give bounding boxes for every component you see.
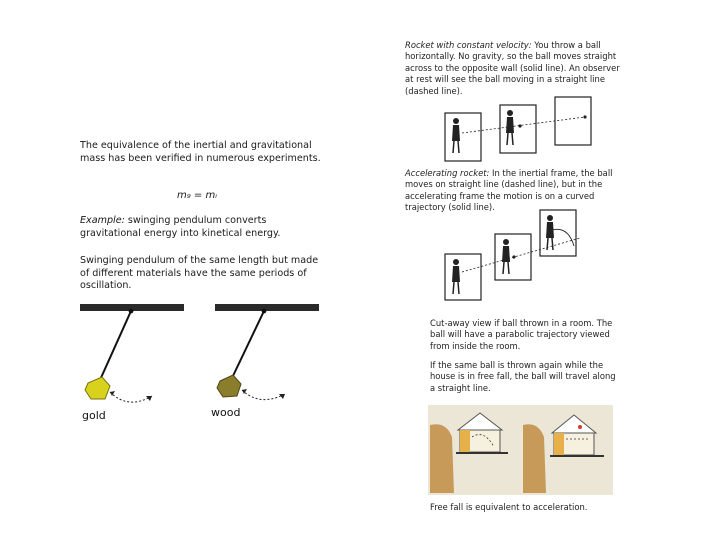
- accelerating-rocket-label: Accelerating rocket:: [405, 168, 490, 178]
- gold-label: gold: [82, 409, 106, 422]
- house-drop-illustration: [428, 405, 613, 495]
- example-label: Example:: [80, 215, 125, 226]
- rocket-constant-velocity-paragraph: [405, 40, 625, 97]
- accel-observer-figure-2: [502, 239, 510, 274]
- inertial-path-dashed: [462, 238, 580, 272]
- accel-rocket-frame-3: [540, 210, 576, 256]
- wood-pendulum-bob: [217, 375, 241, 397]
- accelerating-rocket-diagram: [440, 208, 610, 303]
- gold-pendulum-bob: [85, 377, 110, 399]
- formula-text: m₉ = mᵢ: [177, 190, 218, 201]
- mass-equivalence-formula: [177, 190, 217, 201]
- rocket-frame-2: [500, 105, 536, 153]
- rocket-constant-velocity-label: Rocket with constant velocity:: [405, 40, 532, 50]
- accel-observer-figure-3: [546, 215, 554, 250]
- accel-observer-figure-1: [452, 259, 460, 294]
- hand-1: [430, 424, 454, 493]
- ball-end: [583, 115, 586, 118]
- example-paragraph: [80, 215, 330, 240]
- gold-pendulum-string: [100, 311, 131, 380]
- wood-pendulum-support-bar: [215, 304, 319, 311]
- accel-rocket-frame-1: [445, 254, 481, 300]
- pendulum-paragraph: Swinging pendulum of the same length but made of different materials have the same periods of oscillation.: [80, 255, 319, 291]
- freefall-paragraph: If the same ball is thrown again while the house is in free fall, the ball will travel along a straight line.: [430, 360, 616, 393]
- observer-figure-1: [452, 118, 460, 153]
- hand-2: [523, 424, 546, 493]
- intro-paragraph: The equivalence of the inertial and gravitational mass has been verified in numerous experiments.: [80, 140, 321, 164]
- gold-swing-arc: [110, 392, 152, 402]
- rocket-constant-velocity-text: You throw a ball horizontally. No gravity, so the ball moves straight across to the opposite wall (solid line). An observer at rest will see the ball moving in a straight line (dashed line).: [405, 40, 620, 96]
- rocket-constant-velocity-diagram: [440, 95, 610, 165]
- accelerated-path-curved: [552, 229, 574, 246]
- example-text: swinging pendulum converts gravitational energy into kinetical energy.: [80, 215, 281, 239]
- equivalence-statement: Free fall is equivalent to acceleration.: [430, 502, 588, 512]
- wood-label: wood: [211, 406, 241, 419]
- ball: [518, 124, 521, 127]
- wood-pendulum: [211, 304, 319, 419]
- pendulum-illustration: [80, 300, 320, 430]
- accelerating-rocket-paragraph: [405, 168, 625, 214]
- accelerating-rocket-text: In the inertial frame, the ball moves on straight line (dashed line), but in the accelerating frame the motion is on a curved trajectory (solid line).: [405, 168, 613, 213]
- rocket-frame-3: [555, 97, 591, 145]
- wood-pendulum-string: [232, 311, 264, 378]
- wood-swing-arc: [242, 390, 285, 400]
- rocket-frame-1: [445, 113, 481, 161]
- gold-pendulum: [80, 304, 184, 422]
- cutaway-paragraph: Cut-away view if ball thrown in a room. The ball will have a parabolic trajectory viewed from inside the room.: [430, 318, 613, 351]
- accel-ball: [512, 255, 515, 258]
